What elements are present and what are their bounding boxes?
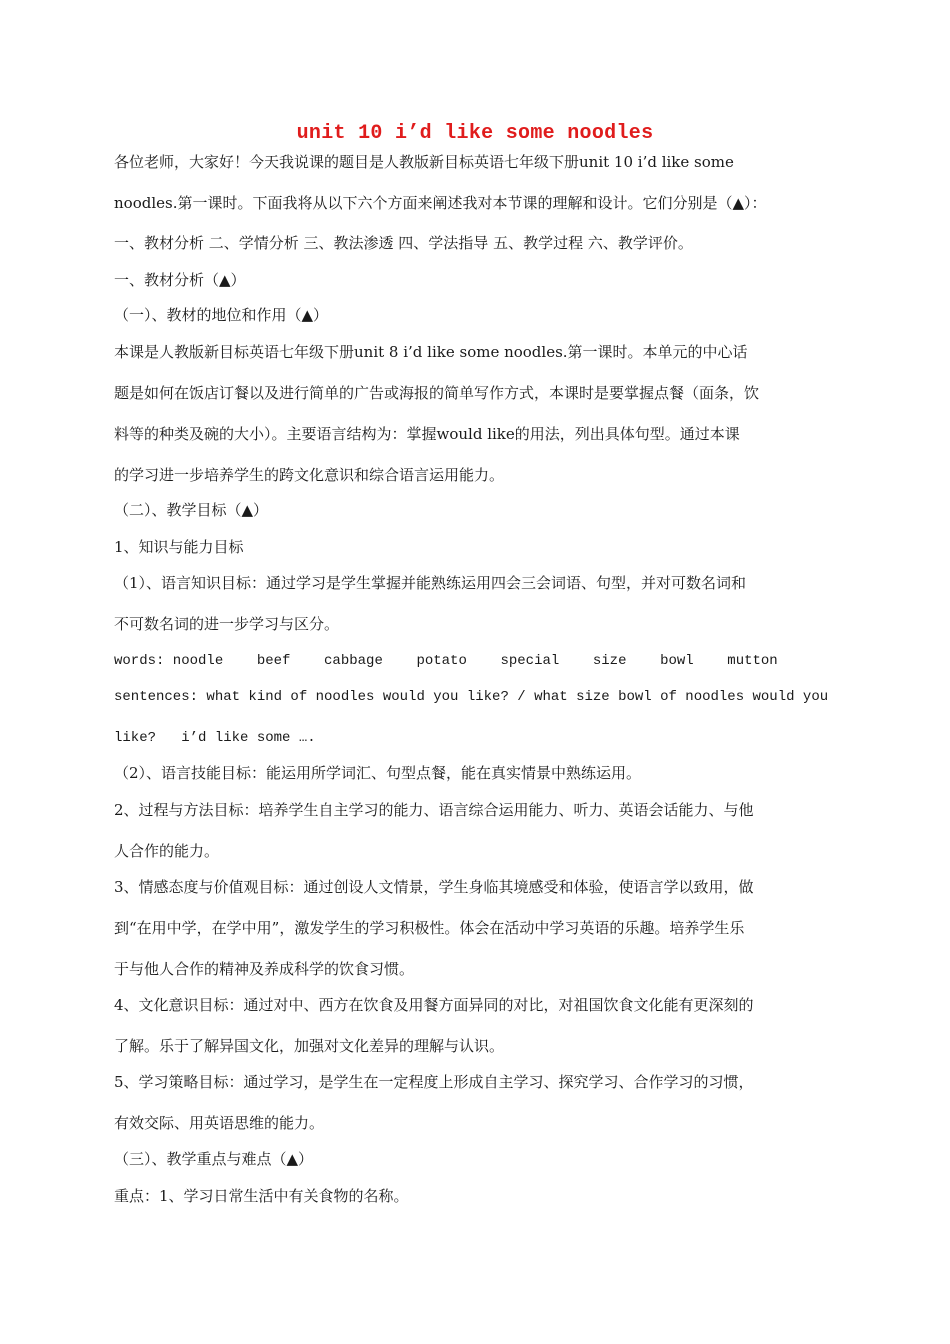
paragraph-line: 本课是人教版新目标英语七年级下册unit 8 i’d like some noodles.第一课时。本单元的中心话: [114, 343, 748, 361]
paragraph-line: 2、过程与方法目标：培养学生自主学习的能力、语言综合运用能力、听力、英语会话能力、与他: [114, 801, 754, 819]
paragraph-line: 到“在用中学，在学中用”，激发学生的学习积极性。体会在活动中学习英语的乐趣。培养学生乐: [114, 919, 745, 937]
paragraph-line: 不可数名词的进一步学习与区分。: [114, 615, 340, 633]
paragraph-line: 1、知识与能力目标: [114, 538, 244, 556]
paragraph-line: （2）、语言技能目标：能运用所学词汇、句型点餐，能在真实情景中熟练运用。: [114, 764, 642, 782]
paragraph-line: 了解。乐于了解异国文化，加强对文化差异的理解与认识。: [114, 1037, 505, 1055]
subsection-heading: （三）、教学重点与难点（▲）: [114, 1150, 314, 1168]
paragraph-line: 的学习进一步培养学生的跨文化意识和综合语言运用能力。: [114, 466, 505, 484]
paragraph-line: 重点：1、学习日常生活中有关食物的名称。: [114, 1187, 409, 1205]
paragraph-line: noodles.第一课时。下面我将从以下六个方面来阐述我对本节课的理解和设计。它们分别是（▲）：: [114, 194, 767, 212]
paragraph-line: 题是如何在饭店订餐以及进行简单的广告或海报的简单写作方式，本课时是要掌握点餐（面条，饮: [114, 384, 760, 402]
paragraph-line: 人合作的能力。: [114, 842, 220, 860]
sentences-line: like? i’d like some ….: [114, 730, 316, 746]
paragraph-line: 5、学习策略目标：通过学习，是学生在一定程度上形成自主学习、探究学习、合作学习的习惯，: [114, 1073, 754, 1091]
paragraph-line: 3、情感态度与价值观目标：通过创设人文情景，学生身临其境感受和体验，使语言学以致用，做: [114, 878, 754, 896]
sentences-line: sentences: what kind of noodles would you like? / what size bowl of noodles would you: [114, 689, 829, 705]
words-line: words: noodle beef cabbage potato special size bowl mutton: [114, 653, 778, 669]
subsection-heading: （二）、教学目标（▲）: [114, 501, 269, 519]
paragraph-line: 料等的种类及碗的大小）。主要语言结构为：掌握would like的用法，列出具体句型。通过本课: [114, 425, 740, 443]
section-heading: 一、教材分析（▲）: [114, 271, 246, 289]
paragraph-line: 于与他人合作的精神及养成科学的饮食习惯。: [114, 960, 415, 978]
paragraph-line: 一、教材分析 二、学情分析 三、教法渗透 四、学法指导 五、教学过程 六、教学评价。: [114, 234, 693, 252]
paragraph-line: 各位老师，大家好！今天我说课的题目是人教版新目标英语七年级下册unit 10 i’d like some: [114, 153, 734, 171]
paragraph-line: 4、文化意识目标：通过对中、西方在饮食及用餐方面异同的对比，对祖国饮食文化能有更深刻的: [114, 996, 754, 1014]
paragraph-line: 有效交际、用英语思维的能力。: [114, 1114, 325, 1132]
paragraph-line: （1）、语言知识目标：通过学习是学生掌握并能熟练运用四会三会词语、句型，并对可数名词和: [114, 574, 747, 592]
subsection-heading: （一）、教材的地位和作用（▲）: [114, 306, 329, 324]
document-title: unit 10 i’d like some noodles: [296, 122, 654, 145]
